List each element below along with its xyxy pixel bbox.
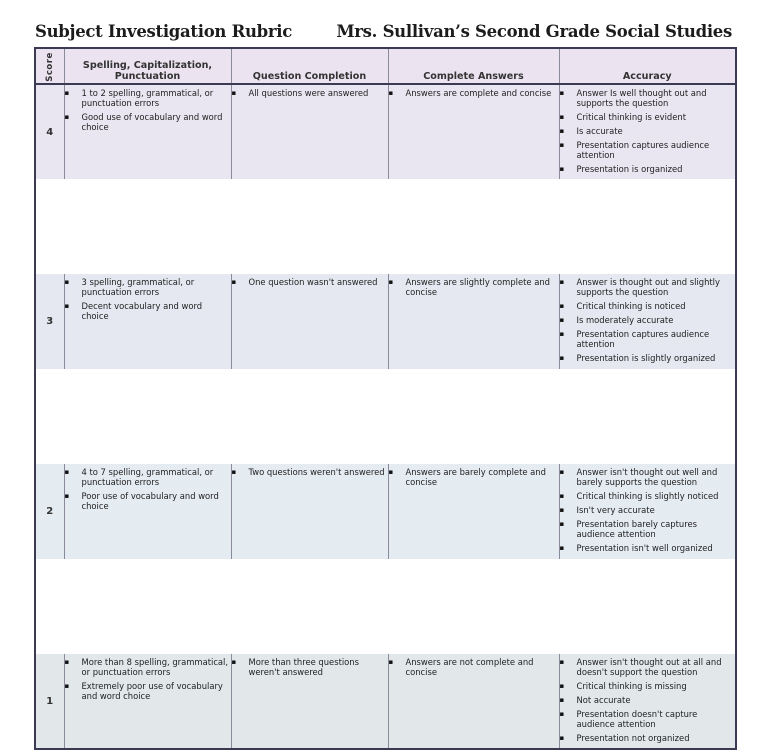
table-row bbox=[35, 274, 736, 369]
row-separator bbox=[35, 559, 736, 654]
criteria-cell-spelling bbox=[64, 464, 231, 559]
score-cell: 4 bbox=[35, 84, 64, 179]
list-item: ▪ Presentation captures audience attention bbox=[560, 140, 734, 160]
header-row bbox=[35, 48, 736, 84]
list-item: ▪ Answer isn't thought out at all and doesn't support the question bbox=[560, 657, 734, 677]
list-item: ▪ Poor use of vocabulary and word choice bbox=[65, 491, 229, 511]
column-header-complete-answers: Complete Answers bbox=[388, 48, 559, 84]
row-separator bbox=[35, 369, 736, 464]
list-item: ▪ Good use of vocabulary and word choice bbox=[65, 112, 229, 132]
list-item: ▪ Presentation captures audience attention bbox=[560, 329, 734, 349]
rubric-body bbox=[35, 84, 736, 749]
table-row bbox=[35, 84, 736, 179]
row-separator-cell bbox=[35, 179, 736, 274]
list-item: ▪ Critical thinking is missing bbox=[560, 681, 734, 691]
row-separator-cell bbox=[35, 559, 736, 654]
list-item: ▪ Not accurate bbox=[560, 695, 734, 705]
criteria-list bbox=[389, 85, 559, 98]
column-header-accuracy: Accuracy bbox=[559, 48, 736, 84]
list-item: ▪ Two questions weren't answered bbox=[232, 467, 386, 477]
rubric-title: Subject Investigation Rubric bbox=[35, 22, 293, 41]
list-item: ▪ Critical thinking is noticed bbox=[560, 301, 734, 311]
criteria-list bbox=[65, 654, 231, 701]
list-item: ▪ Answers are slightly complete and concise bbox=[389, 277, 557, 297]
criteria-cell-accuracy bbox=[559, 274, 736, 369]
criteria-list bbox=[389, 274, 559, 297]
list-item: ▪ One question wasn't answered bbox=[232, 277, 386, 287]
criteria-list bbox=[560, 654, 736, 743]
list-item: ▪ Isn't very accurate bbox=[560, 505, 734, 515]
criteria-cell-questions bbox=[231, 274, 388, 369]
criteria-list bbox=[560, 85, 736, 174]
criteria-cell-accuracy bbox=[559, 84, 736, 179]
list-item: ▪ Answers are not complete and concise bbox=[389, 657, 557, 677]
criteria-list bbox=[65, 274, 231, 321]
list-item: ▪ Presentation doesn't capture audience attention bbox=[560, 709, 734, 729]
criteria-list bbox=[389, 464, 559, 487]
list-item: ▪ Presentation isn't well organized bbox=[560, 543, 734, 553]
list-item: ▪ 1 to 2 spelling, grammatical, or punctuation errors bbox=[65, 88, 229, 108]
table-row bbox=[35, 464, 736, 559]
score-cell: 1 bbox=[35, 654, 64, 749]
criteria-cell-accuracy bbox=[559, 654, 736, 749]
criteria-cell-answers bbox=[388, 654, 559, 749]
list-item: ▪ Presentation is organized bbox=[560, 164, 734, 174]
criteria-list bbox=[560, 274, 736, 363]
list-item: ▪ Critical thinking is slightly noticed bbox=[560, 491, 734, 501]
criteria-cell-answers bbox=[388, 464, 559, 559]
criteria-cell-questions bbox=[231, 654, 388, 749]
row-separator bbox=[35, 179, 736, 274]
list-item: ▪ Extremely poor use of vocabulary and word choice bbox=[65, 681, 229, 701]
list-item: ▪ All questions were answered bbox=[232, 88, 386, 98]
criteria-cell-spelling bbox=[64, 84, 231, 179]
criteria-cell-questions bbox=[231, 464, 388, 559]
document-header bbox=[35, 22, 735, 44]
score-header-label: Score bbox=[44, 52, 55, 82]
list-item: ▪ Presentation is slightly organized bbox=[560, 353, 734, 363]
row-separator-cell bbox=[35, 369, 736, 464]
list-item: ▪ Is moderately accurate bbox=[560, 315, 734, 325]
list-item: ▪ 3 spelling, grammatical, or punctuation errors bbox=[65, 277, 229, 297]
criteria-list bbox=[232, 464, 388, 477]
list-item: ▪ Answer is thought out and slightly supports the question bbox=[560, 277, 734, 297]
criteria-list bbox=[389, 654, 559, 677]
list-item: ▪ Presentation not organized bbox=[560, 733, 734, 743]
criteria-cell-accuracy bbox=[559, 464, 736, 559]
criteria-list bbox=[232, 654, 388, 677]
list-item: ▪ Is accurate bbox=[560, 126, 734, 136]
column-header-score bbox=[35, 48, 64, 84]
rubric-table bbox=[34, 47, 737, 750]
table-row bbox=[35, 654, 736, 749]
score-cell: 3 bbox=[35, 274, 64, 369]
list-item: ▪ Critical thinking is evident bbox=[560, 112, 734, 122]
criteria-list bbox=[560, 464, 736, 553]
criteria-cell-questions bbox=[231, 84, 388, 179]
score-cell: 2 bbox=[35, 464, 64, 559]
criteria-list bbox=[65, 85, 231, 132]
criteria-cell-answers bbox=[388, 274, 559, 369]
criteria-cell-spelling bbox=[64, 654, 231, 749]
list-item: ▪ More than three questions weren't answered bbox=[232, 657, 386, 677]
list-item: ▪ Answers are complete and concise bbox=[389, 88, 557, 98]
list-item: ▪ Decent vocabulary and word choice bbox=[65, 301, 229, 321]
column-header-question-completion: Question Completion bbox=[231, 48, 388, 84]
column-header-spelling: Spelling, Capitalization, Punctuation bbox=[64, 48, 231, 84]
criteria-cell-spelling bbox=[64, 274, 231, 369]
list-item: ▪ More than 8 spelling, grammatical, or punctuation errors bbox=[65, 657, 229, 677]
criteria-list bbox=[232, 274, 388, 287]
list-item: ▪ Answer Is well thought out and supports the question bbox=[560, 88, 734, 108]
list-item: ▪ 4 to 7 spelling, grammatical, or punctuation errors bbox=[65, 467, 229, 487]
list-item: ▪ Presentation barely captures audience attention bbox=[560, 519, 734, 539]
criteria-cell-answers bbox=[388, 84, 559, 179]
criteria-list bbox=[65, 464, 231, 511]
class-title: Mrs. Sullivan’s Second Grade Social Studies bbox=[336, 22, 732, 41]
list-item: ▪ Answers are barely complete and concise bbox=[389, 467, 557, 487]
criteria-list bbox=[232, 85, 388, 98]
list-item: ▪ Answer isn't thought out well and barely supports the question bbox=[560, 467, 734, 487]
